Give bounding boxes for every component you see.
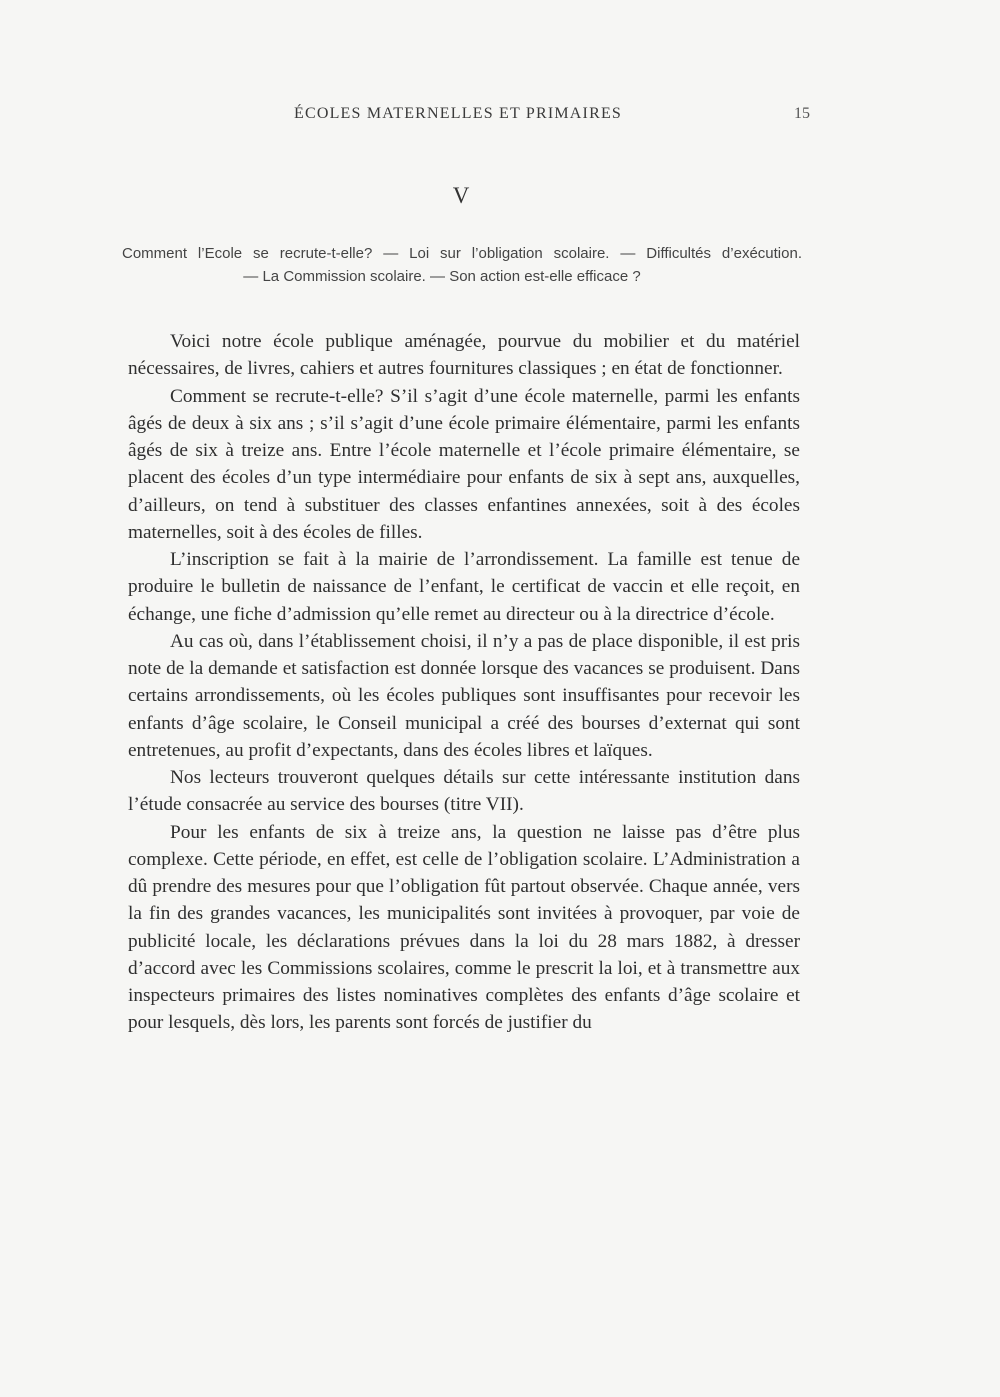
paragraph: Pour les enfants de six à treize ans, la question ne laisse pas d’être plus complexe. Cette période, en effet, est celle de l’obligation scolaire. L’Administration a dû prendre des mesures pour que l’obligation fût partout observée. Chaque année, vers la fin des grandes vacances, les municipalités sont invitées à provoquer, par voie de publicité locale, les déclarations prévues dans la loi du 28 mars 1882, à dresser d’accord avec les Commissions scolaires, comme le prescrit la loi, et à transmettre aux inspecteurs primaires des listes nominatives complètes des enfants d’âge scolaire et pour lesquels, dès lors, les parents sont forcés de justifier du: [128, 821, 800, 1034]
paragraph: Voici notre école publique aménagée, pourvue du mobilier et du matériel nécessaires, de livres, cahiers et autres fournitures classiques ; en état de fonctionner.: [128, 331, 800, 380]
summary-line-1: Comment l’Ecole se recrute-t-elle? — Loi sur l’obligation scolaire. — Difficultés d’exécution.: [122, 245, 802, 262]
paragraph: Comment se recrute-t-elle? S’il s’agit d’une école maternelle, parmi les enfants âgés de deux à six ans ; s’il s’agit d’une école primaire élémentaire, parmi les enfants âgés de six à treize ans. Entre l’école maternelle et l’école primaire élémentaire, se placent des écoles d’un type intermédiaire pour enfants de six à sept ans, auxquelles, d’ailleurs, on tend à substituer des classes enfantines annexées, soit à des écoles maternelles, soit à des écoles de filles.: [128, 385, 800, 543]
running-header: [128, 105, 810, 127]
paragraph: Nos lecteurs trouveront quelques détails sur cette intéressante institution dans l’étude consacrée au service des bourses (titre VII).: [128, 767, 800, 816]
body-text: [128, 328, 800, 1037]
section-number: V: [452, 183, 470, 208]
paragraph: L’inscription se fait à la mairie de l’arrondissement. La famille est tenue de produire le bulletin de naissance de l’enfant, le certificat de vaccin et elle reçoit, en échange, une fiche d’admission qu’elle remet au directeur ou à la directrice d’école.: [128, 549, 800, 625]
summary-line-2: — La Commission scolaire. — Son action est-elle efficace ?: [243, 268, 641, 285]
page-number: 15: [794, 105, 810, 122]
running-title: ÉCOLES MATERNELLES ET PRIMAIRES: [293, 105, 623, 122]
paragraph: Au cas où, dans l’établissement choisi, il n’y a pas de place disponible, il est pris note de la demande et satisfaction est donnée lorsque des vacances se produisent. Dans certains arrondissements, où les écoles publiques sont insuffisantes pour recevoir les enfants d’âge scolaire, le Conseil municipal a créé des bourses d’externat qui sont entretenues, au profit d’expectants, dans des écoles libres et laïques.: [128, 630, 800, 761]
section-summary: [122, 242, 802, 288]
